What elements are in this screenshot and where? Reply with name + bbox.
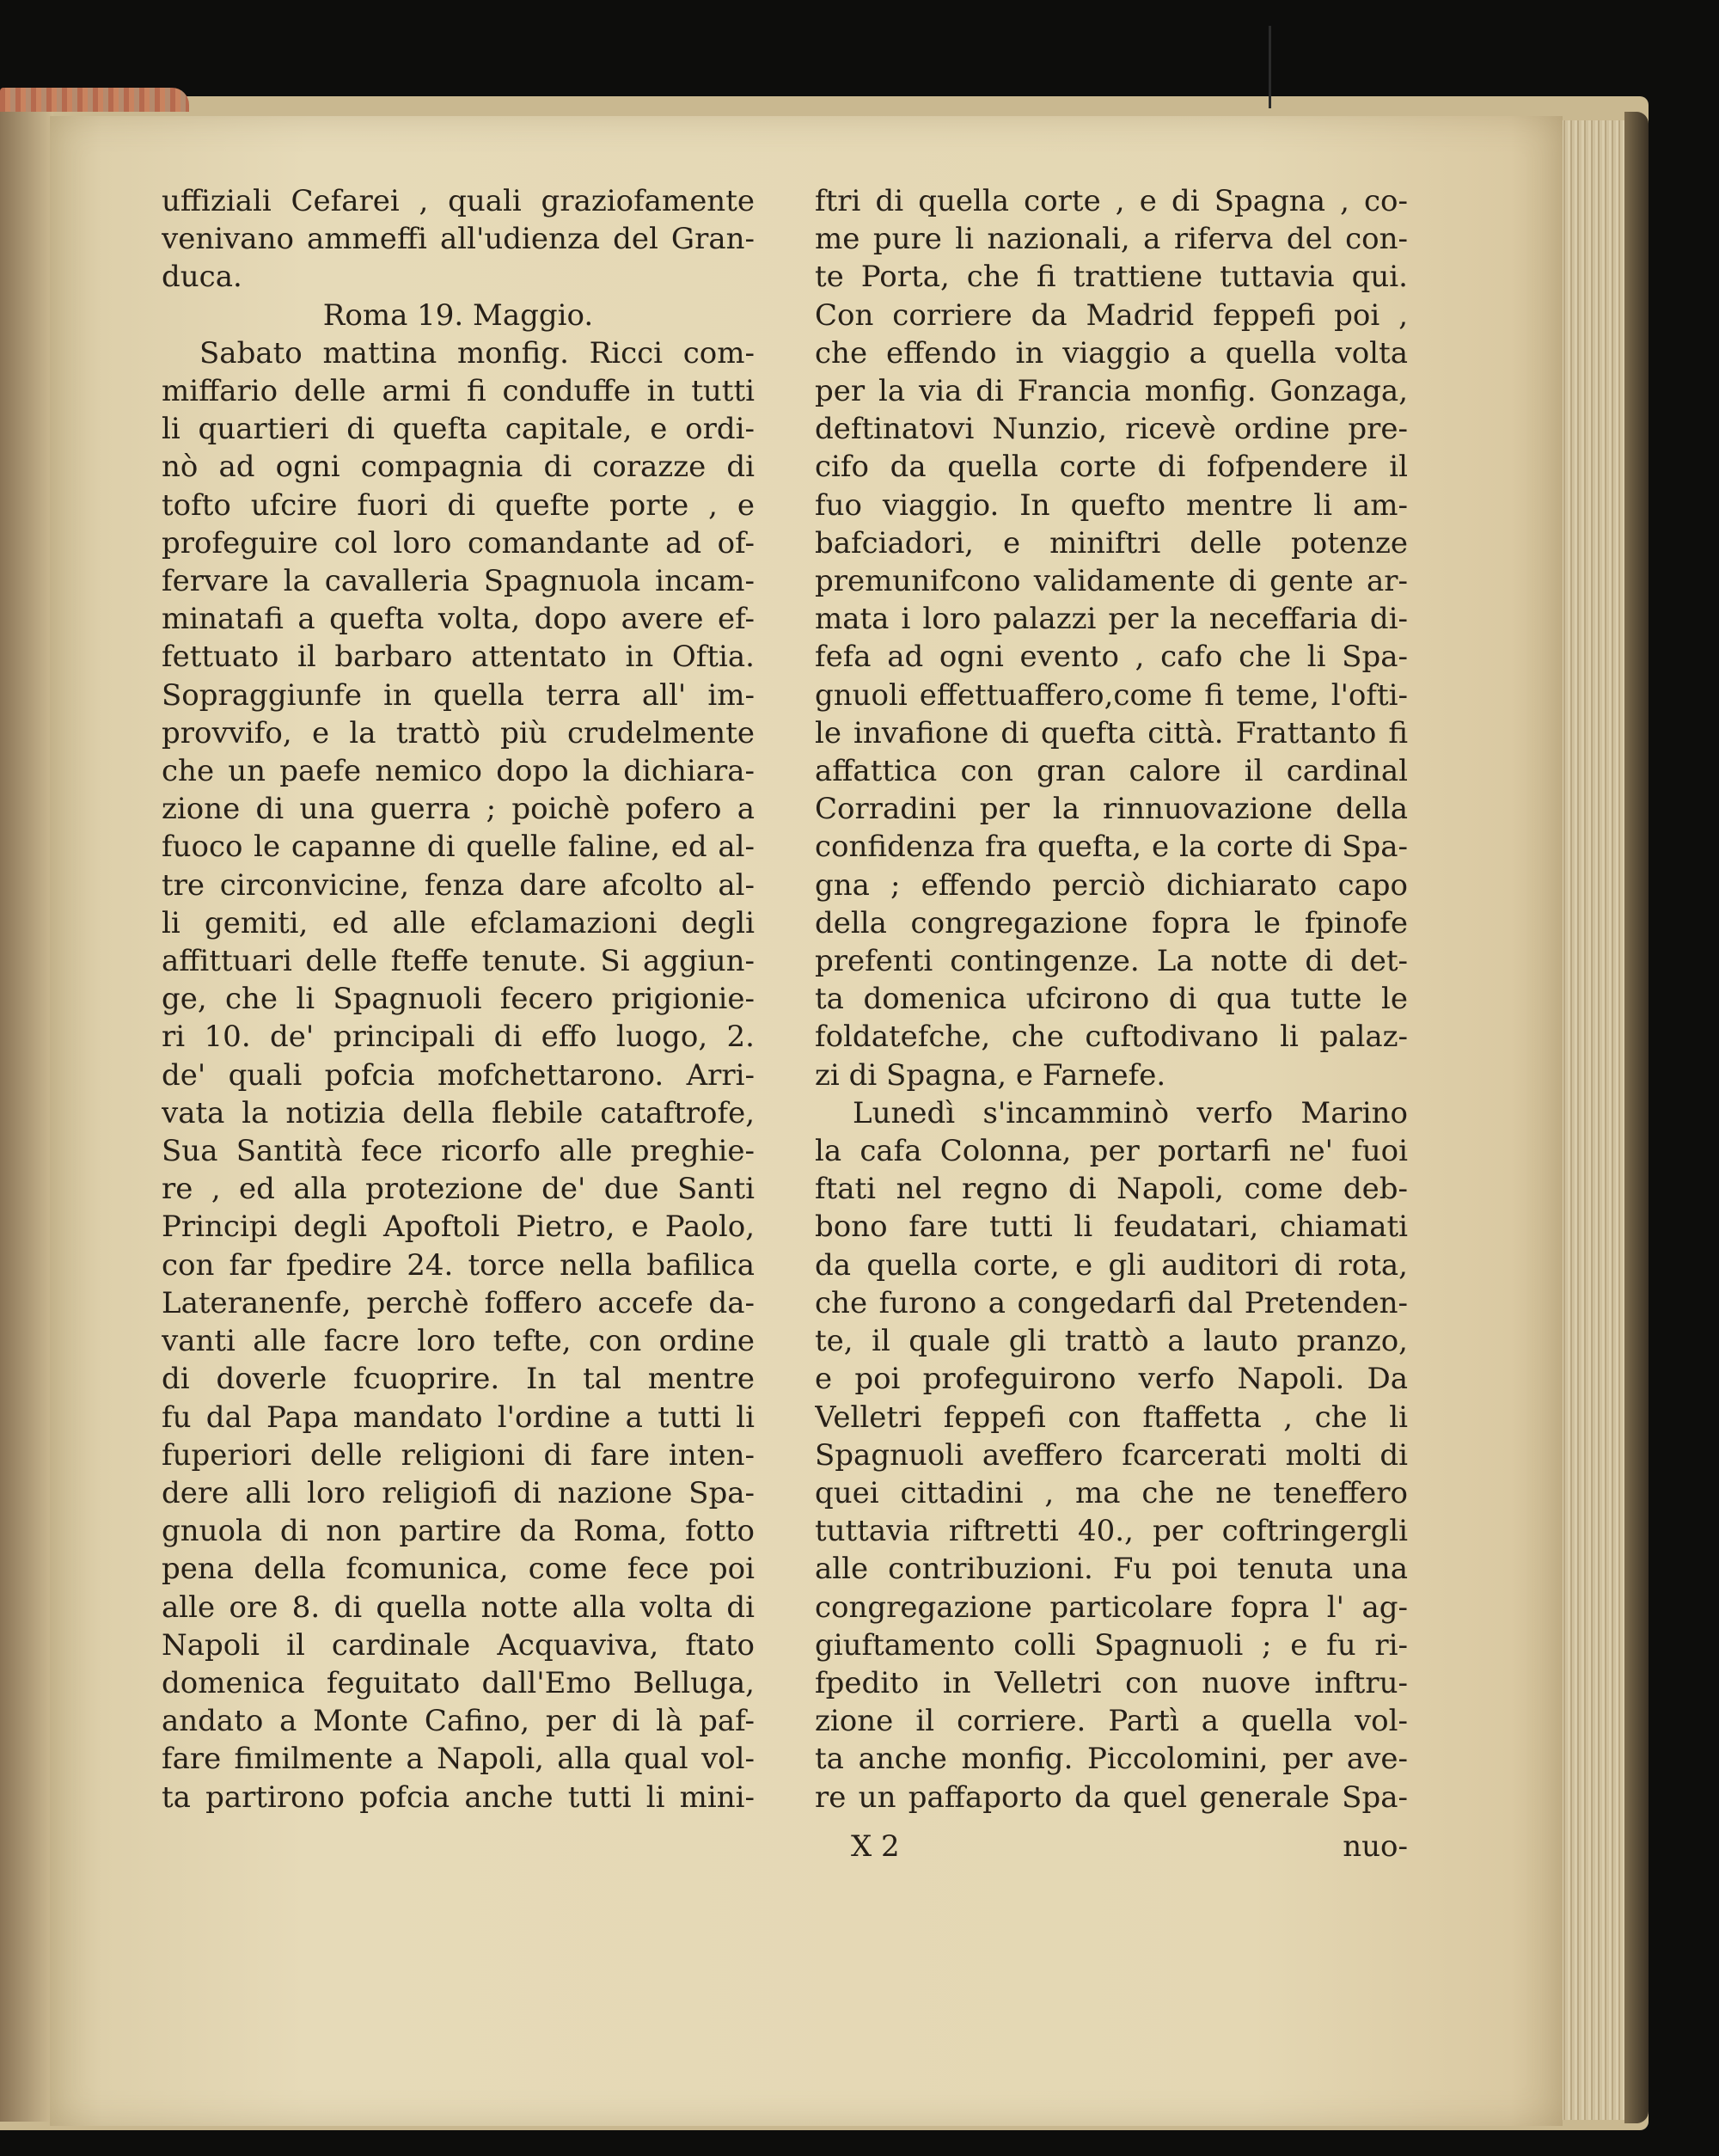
text-line: alle contribuzioni. Fu poi tenuta una	[815, 1552, 1408, 1587]
text-line: da quella corte, e gli auditori di rota,	[815, 1247, 1408, 1283]
text-line: Lateranenfe, perchè foffero accefe da-	[162, 1285, 755, 1320]
text-line: zione il corriere. Partì a quella vol-	[815, 1704, 1408, 1739]
text-line: ri 10. de' principali di effo luogo, 2.	[162, 1020, 755, 1055]
text-line: te, il quale gli trattò a lauto pranzo,	[815, 1324, 1408, 1359]
text-line: prefenti contingenze. La notte di det-	[815, 944, 1408, 979]
text-line: uffiziali Cefarei , quali graziofamente	[162, 184, 755, 218]
text-line: venivano ammeffi all'udienza del Gran-	[162, 222, 755, 257]
text-line: premunifcono validamente di gente ar-	[815, 564, 1408, 599]
text-line: congregazione particolare fopra l' ag-	[815, 1589, 1408, 1625]
text-line: re un paffaporto da quel generale Spa-	[815, 1779, 1408, 1815]
text-line: fu dal Papa mandato l'ordine a tutti li	[162, 1400, 755, 1435]
left-text-column	[162, 182, 755, 1816]
text-line: deftinatovi Nunzio, ricevè ordine pre-	[815, 412, 1408, 447]
text-line: di doverle fcuoprire. In tal mentre	[162, 1362, 755, 1397]
text-line: tuttavia riftretti 40., per coftringergli	[815, 1514, 1408, 1549]
text-line: profeguire col loro comandante ad of-	[162, 525, 755, 560]
text-line: ftati nel regno di Napoli, come deb-	[815, 1172, 1408, 1207]
text-line: ta anche monfig. Piccolomini, per ave-	[815, 1742, 1408, 1777]
top-marker	[1269, 26, 1271, 108]
text-line: nò ad ogni compagnia di corazze di	[162, 450, 755, 485]
text-line: zione di una guerra ; poichè pofero a	[162, 792, 755, 827]
text-line: fpedito in Velletri con nuove inftru-	[815, 1665, 1408, 1700]
text-line: fuo viaggio. In quefto mentre li am-	[815, 487, 1408, 523]
text-line: della congregazione fopra le fpinofe	[815, 905, 1408, 940]
text-line: che un paefe nemico dopo la dichiara-	[162, 754, 755, 789]
text-line: la cafa Colonna, per portarfi ne' fuoi	[815, 1134, 1408, 1169]
text-line: dere alli loro religiofi di nazione Spa-	[162, 1475, 755, 1510]
text-line: giuftamento colli Spagnuoli ; e fu ri-	[815, 1627, 1408, 1663]
text-line: ge, che li Spagnuoli fecero prigionie-	[162, 982, 755, 1017]
headband	[0, 88, 189, 112]
text-line: Sua Santità fece ricorfo alle preghie-	[162, 1134, 755, 1169]
text-line: con far fpedire 24. torce nella bafilica	[162, 1247, 755, 1283]
text-line: Sabato mattina monfig. Ricci com-	[199, 335, 755, 371]
text-line: me pure li nazionali, a riferva del con-	[815, 222, 1408, 257]
text-line: affattica con gran calore il cardinal	[815, 754, 1408, 789]
text-line: fare fimilmente a Napoli, alla qual vol-	[162, 1742, 755, 1777]
text-line: fefa ad ogni evento , cafo che li Spa-	[815, 640, 1408, 675]
text-line: de' quali pofcia mofchettarono. Arri-	[162, 1057, 755, 1093]
text-line: re , ed alla protezione de' due Santi	[162, 1172, 755, 1207]
text-line: Corradini per la rinnuovazione della	[815, 792, 1408, 827]
text-line: Sopraggiunfe in quella terra all' im-	[162, 677, 755, 713]
text-line: fettuato il barbaro attentato in Oftia.	[162, 640, 755, 675]
text-line: Napoli il cardinale Acquaviva, ftato	[162, 1627, 755, 1663]
text-line: li quartieri di quefta capitale, e ordi-	[162, 412, 755, 447]
text-line: fervare la cavalleria Spagnuola incam-	[162, 564, 755, 599]
text-line: vanti alle facre loro tefte, con ordine	[162, 1324, 755, 1359]
text-line: Spagnuoli aveffero fcarcerati molti di	[815, 1437, 1408, 1473]
text-line: duca.	[162, 260, 242, 295]
text-line: gna ; effendo perciò dichiarato capo	[815, 867, 1408, 903]
text-line: minatafi a quefta volta, dopo avere ef-	[162, 602, 755, 637]
text-line: per la via di Francia monfig. Gonzaga,	[815, 374, 1408, 409]
text-line: bafciadori, e miniftri delle potenze	[815, 525, 1408, 560]
text-line: provvifo, e la trattò più crudelmente	[162, 715, 755, 750]
text-line: Roma 19. Maggio.	[322, 297, 594, 333]
text-line: quei cittadini , ma che ne teneffero	[815, 1475, 1408, 1510]
text-line: gnuola di non partire da Roma, fotto	[162, 1514, 755, 1549]
text-line: e poi profeguirono verfo Napoli. Da	[815, 1362, 1408, 1397]
text-line: li gemiti, ed alle efclamazioni degli	[162, 905, 755, 940]
text-line: fuoco le capanne di quelle faline, ed al-	[162, 830, 755, 865]
text-line: ta partirono pofcia anche tutti li mini-	[162, 1779, 755, 1815]
text-line: ftri di quella corte , e di Spagna , co-	[815, 184, 1408, 218]
text-line: zi di Spagna, e Farnefe.	[815, 1057, 1166, 1093]
text-line: vata la notizia della flebile cataftrofe,	[162, 1095, 755, 1130]
text-line: miffario delle armi fi conduffe in tutti	[162, 374, 755, 409]
text-line: Lunedì s'incamminò verfo Marino	[853, 1095, 1408, 1130]
text-line: alle ore 8. di quella notte alla volta di	[162, 1589, 755, 1625]
text-line: che effendo in viaggio a quella volta	[815, 335, 1408, 371]
text-line: fuperiori delle religioni di fare inten-	[162, 1437, 755, 1473]
text-line: cifo da quella corte di fofpendere il	[815, 450, 1408, 485]
page-footer	[815, 1829, 1408, 1872]
text-line: bono fare tutti li feudatari, chiamati	[815, 1210, 1408, 1245]
text-line: che furono a congedarfi dal Pretenden-	[815, 1285, 1408, 1320]
text-line: confidenza fra quefta, e la corte di Spa-	[815, 830, 1408, 865]
text-line: mata i loro palazzi per la neceffaria di-	[815, 602, 1408, 637]
text-line: te Porta, che fi trattiene tuttavia qui.	[815, 260, 1408, 295]
text-line: Principi degli Apoftoli Pietro, e Paolo,	[162, 1210, 755, 1245]
text-line: tre circonvicine, fenza dare afcolto al-	[162, 867, 755, 903]
text-line: gnuoli effettuaffero,come fi teme, l'ofti-	[815, 677, 1408, 713]
text-line: le invafione di quefta città. Frattanto fi	[815, 715, 1408, 750]
right-text-column	[815, 182, 1408, 1816]
binding-edge	[1624, 112, 1649, 2123]
text-line: foldatefche, che cuftodivano li palaz-	[815, 1020, 1408, 1055]
left-page-edge	[0, 101, 53, 2122]
text-line: affittuari delle fteffe tenute. Si aggiun-	[162, 944, 755, 979]
text-line: Con corriere da Madrid feppefi poi ,	[815, 297, 1408, 333]
catchword: nuo-	[1343, 1829, 1408, 1864]
text-line: domenica feguitato dall'Emo Belluga,	[162, 1665, 755, 1700]
text-line: tofto ufcire fuori di quefte porte , e	[162, 487, 755, 523]
text-line: pena della fcomunica, come fece poi	[162, 1552, 755, 1587]
text-line: ta domenica ufcirono di qua tutte le	[815, 982, 1408, 1017]
text-line: andato a Monte Cafino, per di là paf-	[162, 1704, 755, 1739]
text-line: Velletri feppefi con ftaffetta , che li	[815, 1400, 1408, 1435]
signature-mark: X 2	[851, 1829, 900, 1864]
